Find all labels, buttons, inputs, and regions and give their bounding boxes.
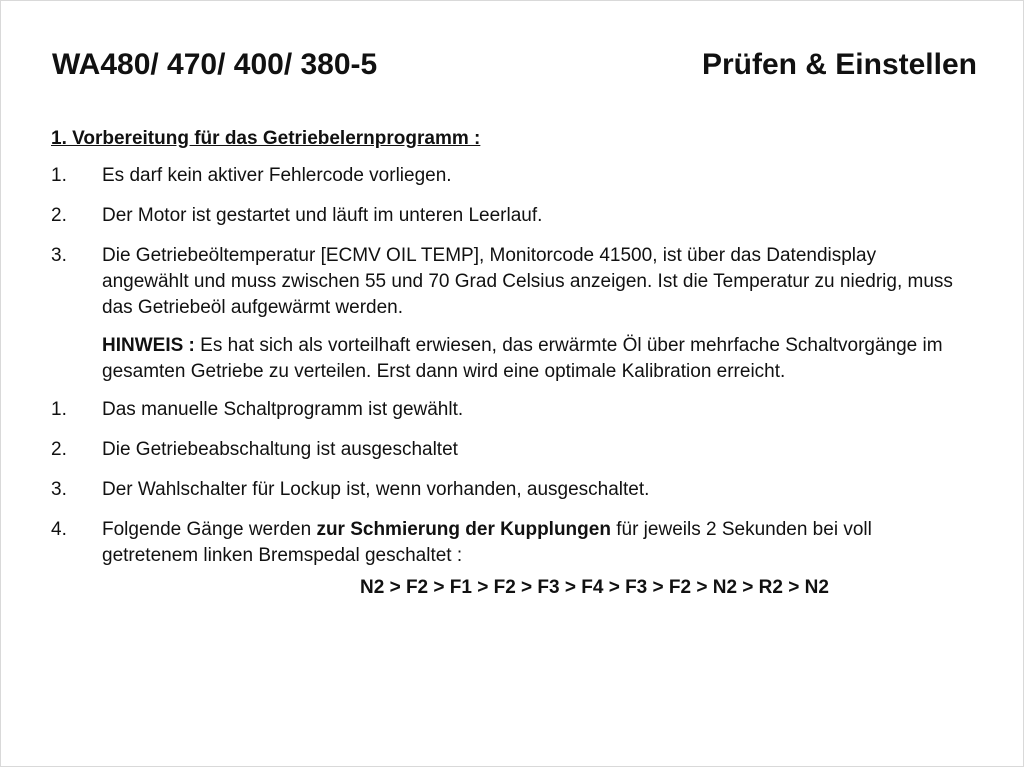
- item4-post: für jeweils 2 Sekunden bei voll getretenem linken Bremspedal geschaltet :: [102, 519, 872, 566]
- list-text: Die Getriebeabschaltung ist ausgeschaltet: [102, 439, 458, 460]
- item4-emphasis: zur Schmierung der Kupplungen: [316, 519, 611, 540]
- list-text: Es darf kein aktiver Fehlercode vorliegen.: [102, 165, 452, 186]
- item4-pre: Folgende Gänge werden: [102, 519, 317, 540]
- list-number: 1.: [51, 399, 67, 420]
- list-item: [51, 203, 981, 229]
- list-text: Das manuelle Schaltprogramm ist gewählt.: [102, 399, 464, 420]
- list-item: [51, 477, 981, 503]
- page-title: WA480/ 470/ 400/ 380-5: [52, 48, 378, 81]
- list-text: Der Wahlschalter für Lockup ist, wenn vorhanden, ausgeschaltet.: [102, 479, 650, 500]
- note-label: HINWEIS :: [102, 335, 195, 356]
- section-title: Prüfen & Einstellen: [701, 48, 977, 81]
- list-number: 2.: [51, 439, 67, 460]
- list-number: 1.: [51, 165, 67, 186]
- list-item: [51, 243, 981, 321]
- note-text: Es hat sich als vorteilhaft erwiesen, das erwärmte Öl über mehrfache Schaltvorgänge im gesamten Getriebe zu verteilen. Erst dann wird eine optimale Kalibration erreicht.: [102, 335, 943, 382]
- list-text: Der Motor ist gestartet und läuft im unteren Leerlauf.: [102, 205, 543, 226]
- list-number: 2.: [51, 205, 67, 226]
- list-item: [51, 437, 981, 463]
- slide-content: [51, 126, 981, 601]
- list-number: 4.: [51, 519, 67, 540]
- note-paragraph: [102, 333, 952, 385]
- list-number: 3.: [51, 245, 67, 266]
- list-number: 3.: [51, 479, 67, 500]
- list-text: Die Getriebeöltemperatur [ECMV OIL TEMP], Monitorcode 41500, ist über das Datendisplay angewählt und muss zwischen 55 und 70 Grad Celsius anzeigen. Ist die Temperatur zu niedrig, muss das Getriebeöl aufgewärmt werden.: [102, 245, 953, 318]
- gear-sequence: N2 > F2 > F1 > F2 > F3 > F4 > F3 > F2 > N2 > R2 > N2: [360, 577, 829, 598]
- list-item: [51, 163, 981, 189]
- list-item: [51, 517, 981, 569]
- section-heading: 1. Vorbereitung für das Getriebelernprogramm :: [51, 128, 481, 149]
- list-item: [51, 397, 981, 423]
- list-text: [102, 517, 962, 569]
